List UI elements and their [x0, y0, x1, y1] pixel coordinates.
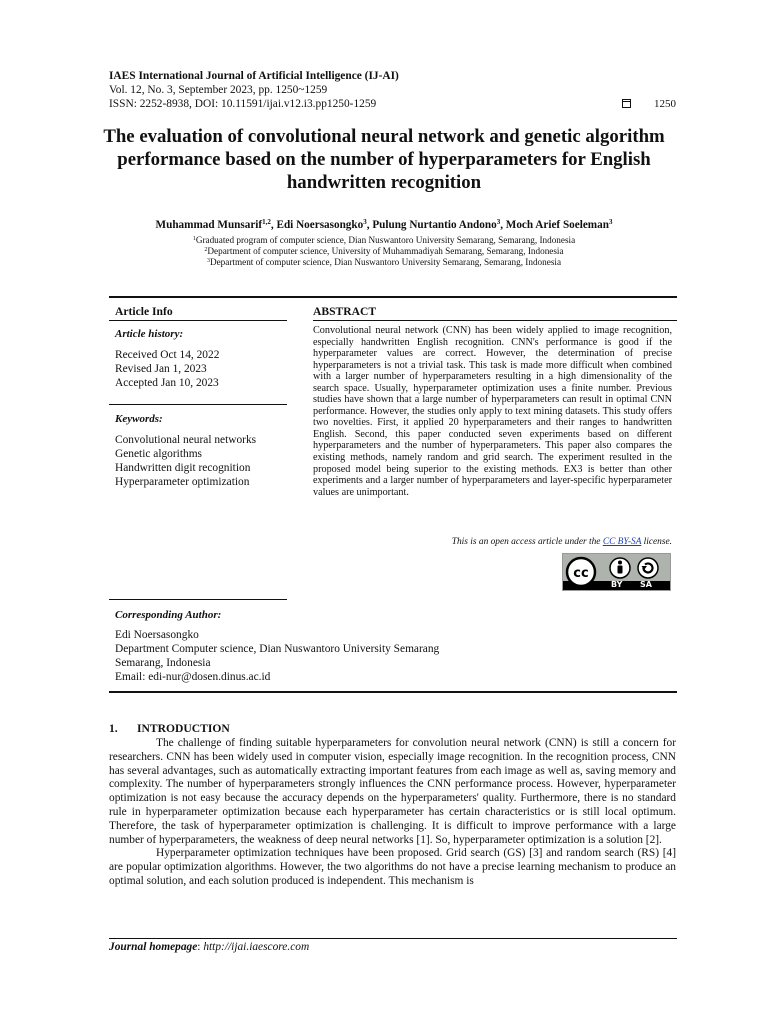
accepted-date: Accepted Jan 10, 2023 [115, 377, 219, 389]
license-note: This is an open access article under the CC BY-SA license. [451, 537, 672, 547]
abstract-heading: ABSTRACT [313, 305, 377, 318]
affiliation: $^1$Graduated program of computer science, Dian Nuswantoro University Semarang, Semarang, Indonesia [192, 235, 576, 245]
keywords-heading: Keywords: [115, 413, 163, 425]
keyword: Handwritten digit recognition [115, 462, 251, 474]
footer-rule [109, 938, 677, 939]
corresponding-heading: Corresponding Author: [115, 609, 222, 621]
keyword: Convolutional neural networks [115, 434, 257, 446]
author-name: Pulung Nurtantio Andono [372, 219, 497, 231]
keyword: Genetic algorithms [115, 448, 202, 460]
license-link[interactable]: CC BY-SA [602, 537, 642, 547]
cc-by-label: BY [611, 580, 623, 589]
cc-by-sa-icon[interactable] [562, 553, 671, 591]
keyword: Hyperparameter optimization [115, 476, 250, 488]
corresponding-city: Semarang, Indonesia [115, 657, 211, 669]
corresponding-dept: Department Computer science, Dian Nuswantoro University Semarang [115, 643, 440, 655]
corresponding-email: Email: edi-nur@dosen.dinus.ac.id [115, 671, 271, 683]
paragraph: Hyperparameter optimization techniques have been proposed. Grid search (GS) [3] and random search (RS) [4] are popular optimization algorithms. However, the two algorithms do not have a precise learning mechanism to produce an optimal solution, and each solution produced is independent. This mechanism is [109, 847, 676, 887]
article-history-heading: Article history: [115, 328, 184, 340]
paper-title: The evaluation of convolutional neural network and genetic algorithm performance based on the number of hyperparameters for English handwritten recognition [103, 126, 665, 193]
svg-text:cc: cc [573, 566, 589, 581]
author-sup: 3 [363, 218, 367, 226]
divider [109, 404, 287, 405]
author-sup: 3 [496, 218, 501, 226]
affiliation: $^2$Department of computer science, University of Muhammadiyah Semarang, Semarang, Indonesia [204, 246, 564, 256]
journal-homepage: Journal homepage: http://ijai.iaescore.com [109, 941, 310, 953]
divider [109, 320, 287, 321]
abstract-text: Convolutional neural network (CNN) has been widely applied to image recognition, especially handwritten English recognition. CNN's performance is good if the hyperparameter values are correct. However, the determination of precise hyperparameters is not a trivial task. This task is made more difficult when combined with a larger number of hyperparameters resulting in a high dimensionality of the search space. Usually, hyperparameter optimization uses a finite number. Previous studies have shown that a large number of hyperparameters can result in optimal CNN performance. However, the studies only apply to text mining datasets. This study offers two novelties. First, it applied 20 hyperparameters and their ranges to handwritten English. Second, this paper conducted seven experiments based on different hyperparameters and the number of hyperparameters. This paper also compares the existing methods, namely random and grid search. The experiment resulted in the proposed model being superior to the existing methods. EX3 is better than other experiments and a larger number of hyperparameters and layer-specific hyperparameter values are unimportant. [313, 325, 672, 498]
journal-issn: ISSN: 2252-8938, DOI: 10.11591/ijai.v12.i3.pp1250-1259 [109, 98, 377, 110]
divider [109, 599, 287, 600]
author-list: Muhammad Munsarif$^{1,2}$, Edi Noersasongko$^3$, Pulung Nurtantio Andono$^3$, Moch Arief Soeleman$^3$ [155, 218, 613, 231]
author-sup: 3 [608, 218, 613, 226]
corresponding-name: Edi Noersasongko [115, 629, 199, 641]
box-bottom-rule [109, 691, 677, 693]
author-name: Moch Arief Soeleman [505, 219, 609, 231]
paragraph: The challenge of finding suitable hyperparameters for convolution neural network (CNN) is still a concern for researchers. CNN has been widely used in computer vision, especially image recognition. In the recognition process, CNN has several advantages, such as automatically extracting important features from each image as well as, saving memory and complexity. The number of hyperparameters strongly influences the CNN performance process. However, hyperparameter optimization is not easy because the accuracy depends on the hyperparameters' quality. Furthermore, there is no standard rule in hyperparameter optimization because each hyperparameter has certain characteristics or is still local optimum. Therefore, the task of hyperparameter optimization is challenging. It is difficult to improve performance with a large number of hyperparameters, the weakness of deep neural networks [1]. So, hyperparameter optimization is a solution [2]. [109, 737, 676, 846]
revised-date: Revised Jan 1, 2023 [115, 363, 207, 375]
received-date: Received Oct 14, 2022 [115, 349, 220, 361]
box-top-rule [109, 296, 677, 298]
journal-name: IAES International Journal of Artificial Intelligence (IJ-AI) [109, 70, 399, 82]
cc-sa-label: SA [640, 580, 652, 589]
author-name: Edi Noersasongko [276, 219, 364, 231]
divider [313, 320, 677, 321]
intro-body [109, 737, 676, 889]
author-name: Muhammad Munsarif [155, 219, 263, 231]
section-heading: 1. INTRODUCTION [109, 722, 230, 735]
affiliation: $^3$Department of computer science, Dian Nuswantoro University Semarang, Semarang, Indonesia [206, 257, 562, 267]
page-number: 1250 [654, 98, 676, 110]
author-sup: 1,2 [262, 218, 271, 226]
article-info-heading: Article Info [115, 305, 173, 318]
journal-volume: Vol. 12, No. 3, September 2023, pp. 1250~1259 [109, 84, 328, 96]
page-icon [622, 99, 631, 108]
homepage-link[interactable]: http://ijai.iaescore.com [203, 941, 310, 953]
